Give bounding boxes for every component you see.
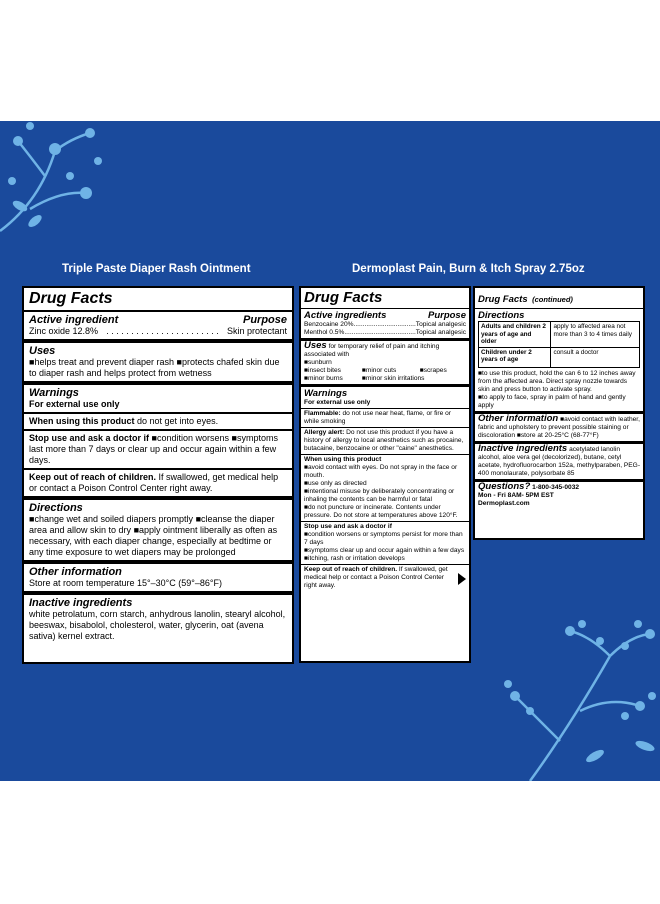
- dp2-continued-label: (continued): [532, 295, 573, 304]
- dp2-directions-table: [478, 321, 640, 368]
- dp-purpose-label: Purpose: [427, 310, 466, 321]
- dp-uses-intro: for temporary relief of pain and itching associated with: [304, 343, 440, 358]
- dp-allergy-section: [301, 427, 469, 454]
- dp2-hours: Mon - Fri 8AM- 5PM EST: [478, 491, 554, 499]
- dp2-header: [475, 288, 643, 308]
- dp-stop-use-item: ■ itching, rash or irritation develops: [304, 555, 466, 563]
- uses-item: ■ helps treat and prevent diaper rash: [29, 357, 174, 367]
- dp-drug-facts-title: Drug Facts: [304, 289, 383, 306]
- direction-item: ■ cleanse the diaper area and allow skin to dry: [29, 514, 275, 535]
- dp-uses-title: Uses: [304, 340, 327, 351]
- dp-stop-use-item: ■ symptoms clear up and occur again within a few days: [304, 547, 466, 555]
- dp-when-using-section: [301, 454, 469, 521]
- dp-dot-leader: .......................................: [344, 329, 416, 336]
- table-cell: Adults and children 2 years of age and older: [479, 322, 551, 348]
- triple-paste-drug-facts: [22, 286, 294, 664]
- when-using-text: do not get into eyes.: [137, 416, 219, 426]
- dermoplast-drug-facts-continued: [473, 286, 645, 540]
- active-purpose-value: Skin protectant: [226, 326, 287, 336]
- floral-decoration-top-left-icon: [0, 121, 110, 251]
- uses-title: Uses: [29, 345, 56, 357]
- stop-use-label: Stop use and ask a doctor if: [29, 433, 150, 443]
- inactive-text: white petrolatum, corn starch, anhydrous lanolin, stearyl alcohol, beeswax, bisabolol, cholesterol, water, glycerin, oat (avena sativa) kernel extract.: [29, 609, 286, 641]
- left-product-title: Triple Paste Diaper Rash Ointment: [62, 263, 251, 275]
- dp-dot-leader: ..................................: [353, 321, 416, 328]
- dp-keep-out-section: [301, 564, 469, 591]
- dp-uses-item: ■ sunburn: [304, 359, 362, 367]
- table-row: [479, 347, 640, 367]
- table-cell: apply to affected area not more than 3 to 4 times daily: [551, 322, 640, 348]
- dp-active-label: Active ingredients: [304, 310, 387, 321]
- dp-active-purpose: Topical analgesic: [415, 329, 466, 336]
- dp-active-purpose: Topical analgesic: [415, 321, 467, 328]
- keep-out-label: Keep out of reach of children.: [29, 472, 157, 482]
- dp2-directions-title: Directions: [478, 310, 525, 321]
- direction-item: ■ apply ointment liberally as often as necessary, with each diaper change, especially at bedtime or any time exposure to wet diapers may be prolonged: [29, 525, 277, 557]
- dp2-questions-section: [475, 479, 643, 509]
- dp-flammable-section: [301, 408, 469, 427]
- active-ingredient-value: Zinc oxide 12.8%: [29, 326, 99, 336]
- dp-active-section: [301, 308, 469, 338]
- stop-use-section: [24, 429, 292, 468]
- when-using-label: When using this product: [29, 416, 135, 426]
- dp-keep-out-label: Keep out of reach of children.: [304, 566, 398, 573]
- dp2-website: Dermoplast.com: [478, 499, 530, 507]
- table-cell: Children under 2 years of age: [479, 347, 551, 367]
- dp2-direction-item: ■ to apply to face, spray in palm of hand and gently apply: [478, 394, 640, 410]
- inactive-title: Inactive ingredients: [29, 597, 133, 609]
- dp-when-using-item: ■ do not puncture or incinerate. Contents under pressure. Do not store at temperatures above 120°F.: [304, 504, 466, 520]
- dp-uses-item: ■ minor skin irritations: [362, 375, 466, 383]
- purpose-label: Purpose: [242, 314, 287, 326]
- table-row: [479, 322, 640, 348]
- other-info-section: [24, 560, 292, 591]
- dp-allergy-label: Allergy alert:: [304, 429, 345, 436]
- drug-facts-title: Drug Facts: [29, 290, 113, 307]
- dp-stop-use-item: ■ condition worsens or symptoms persist for more than 7 days: [304, 531, 466, 547]
- external-use-text: For external use only: [29, 399, 120, 409]
- dp2-other-item: ■ avoid contact with leather, fabric and upholstery to prevent possible staining or discoloration: [478, 416, 640, 439]
- dp-warnings-section: [301, 384, 469, 408]
- dp-active-value: Benzocaine 20%: [304, 321, 354, 328]
- dp-keep-out-text: If swallowed, get medical help or contact a Poison Control Center right away.: [304, 566, 448, 589]
- table-cell: consult a doctor: [551, 347, 640, 367]
- drug-facts-header: [24, 288, 292, 310]
- floral-decoration-bottom-right-icon: [500, 616, 660, 781]
- keep-out-section: [24, 468, 292, 496]
- dp2-other-title: Other information: [478, 412, 559, 424]
- uses-item: ■ protects chafed skin due to diaper rash and helps protect from wetness: [29, 357, 280, 378]
- dermoplast-drug-facts-main: [299, 286, 471, 663]
- dp-when-using-item: ■ avoid contact with eyes. Do not spray in the face or mouth.: [304, 464, 466, 480]
- blue-background-panel: [0, 121, 660, 781]
- dp-stop-use-label: Stop use and ask a doctor if: [304, 523, 392, 530]
- dp-allergy-text: Do not use this product if you have a history of allergy to local anesthetics such as procaine, butacaine, benzocaine or other "caine" anesthetics.: [304, 429, 464, 452]
- dp2-other-section: [475, 411, 643, 441]
- dp2-questions-title: Questions?: [478, 480, 531, 492]
- directions-title: Directions: [29, 502, 83, 514]
- stop-use-item: ■ condition worsens: [152, 433, 229, 443]
- dp2-inactive-text: acetylated lanolin alcohol, aloe vera gel (decolorized), butane, cetyl acetate, hydrofluorocarbon 152a, methylparaben, PEG-400 monolaurate, polysorbate 85: [478, 445, 641, 477]
- dp2-direction-item: ■ to use this product, hold the can 6 to 12 inches away from the affected area. Direct spray nozzle towards skin and press button to activate spray.: [478, 370, 640, 394]
- stop-use-item: ■ symptoms last more than 7 days or clear up and occur again within a few days.: [29, 433, 278, 465]
- dp2-other-item: ■ store at 20-25°C (68-77°F): [517, 432, 599, 439]
- right-product-title: Dermoplast Pain, Burn & Itch Spray 2.75oz: [352, 263, 585, 275]
- dp2-inactive-section: [475, 441, 643, 479]
- warnings-title: Warnings: [29, 387, 79, 399]
- dp-flammable-label: Flammable:: [304, 410, 341, 417]
- active-ingredient-section: [24, 310, 292, 339]
- dp-active-value: Menthol 0.5%: [304, 329, 345, 336]
- other-info-title: Other information: [29, 566, 122, 578]
- dp-drug-facts-header: [301, 288, 469, 308]
- dp-uses-section: [301, 338, 469, 384]
- dp-external-use: For external use only: [304, 399, 371, 406]
- direction-item: ■ change wet and soiled diapers promptly: [29, 514, 193, 524]
- dp-when-using-item: ■ use only as directed: [304, 480, 466, 488]
- dp2-inactive-title: Inactive ingredients: [478, 442, 568, 454]
- warnings-section: [24, 381, 292, 412]
- directions-section: [24, 496, 292, 560]
- dp2-directions-section: [475, 308, 643, 411]
- when-using-section: [24, 412, 292, 429]
- dot-leader: . . . . . . . . . . . . . . . . . . . . . . .: [106, 326, 219, 336]
- dp-when-using-item: ■ intentional misuse by deliberately concentrating or inhaling the contents can be harmful or fatal: [304, 488, 466, 504]
- dp-uses-item: ■ scrapes: [420, 367, 466, 375]
- dp2-phone: 1-800-345-0032: [532, 483, 580, 491]
- dp2-drug-facts-title: Drug Facts: [478, 294, 528, 305]
- keep-out-text: If swallowed, get medical help or contact a Poison Control Center right away.: [29, 472, 279, 493]
- active-ingredient-label: Active ingredient: [29, 314, 119, 326]
- dp-stop-use-section: [301, 521, 469, 564]
- uses-section: [24, 339, 292, 381]
- inactive-section: [24, 591, 292, 644]
- dp-uses-item: ■ insect bites: [304, 367, 362, 375]
- continue-arrow-icon: [458, 573, 466, 585]
- dp-flammable-text: do not use near heat, flame, or fire or while smoking: [304, 410, 451, 425]
- dp-when-using-label: When using this product: [304, 456, 382, 463]
- other-info-text: Store at room temperature 15°–30°C (59°–86°F): [29, 578, 222, 588]
- dp-uses-item: ■ minor cuts: [362, 367, 420, 375]
- dp-uses-item: ■ minor burns: [304, 375, 362, 383]
- dp-warnings-title: Warnings: [304, 388, 348, 399]
